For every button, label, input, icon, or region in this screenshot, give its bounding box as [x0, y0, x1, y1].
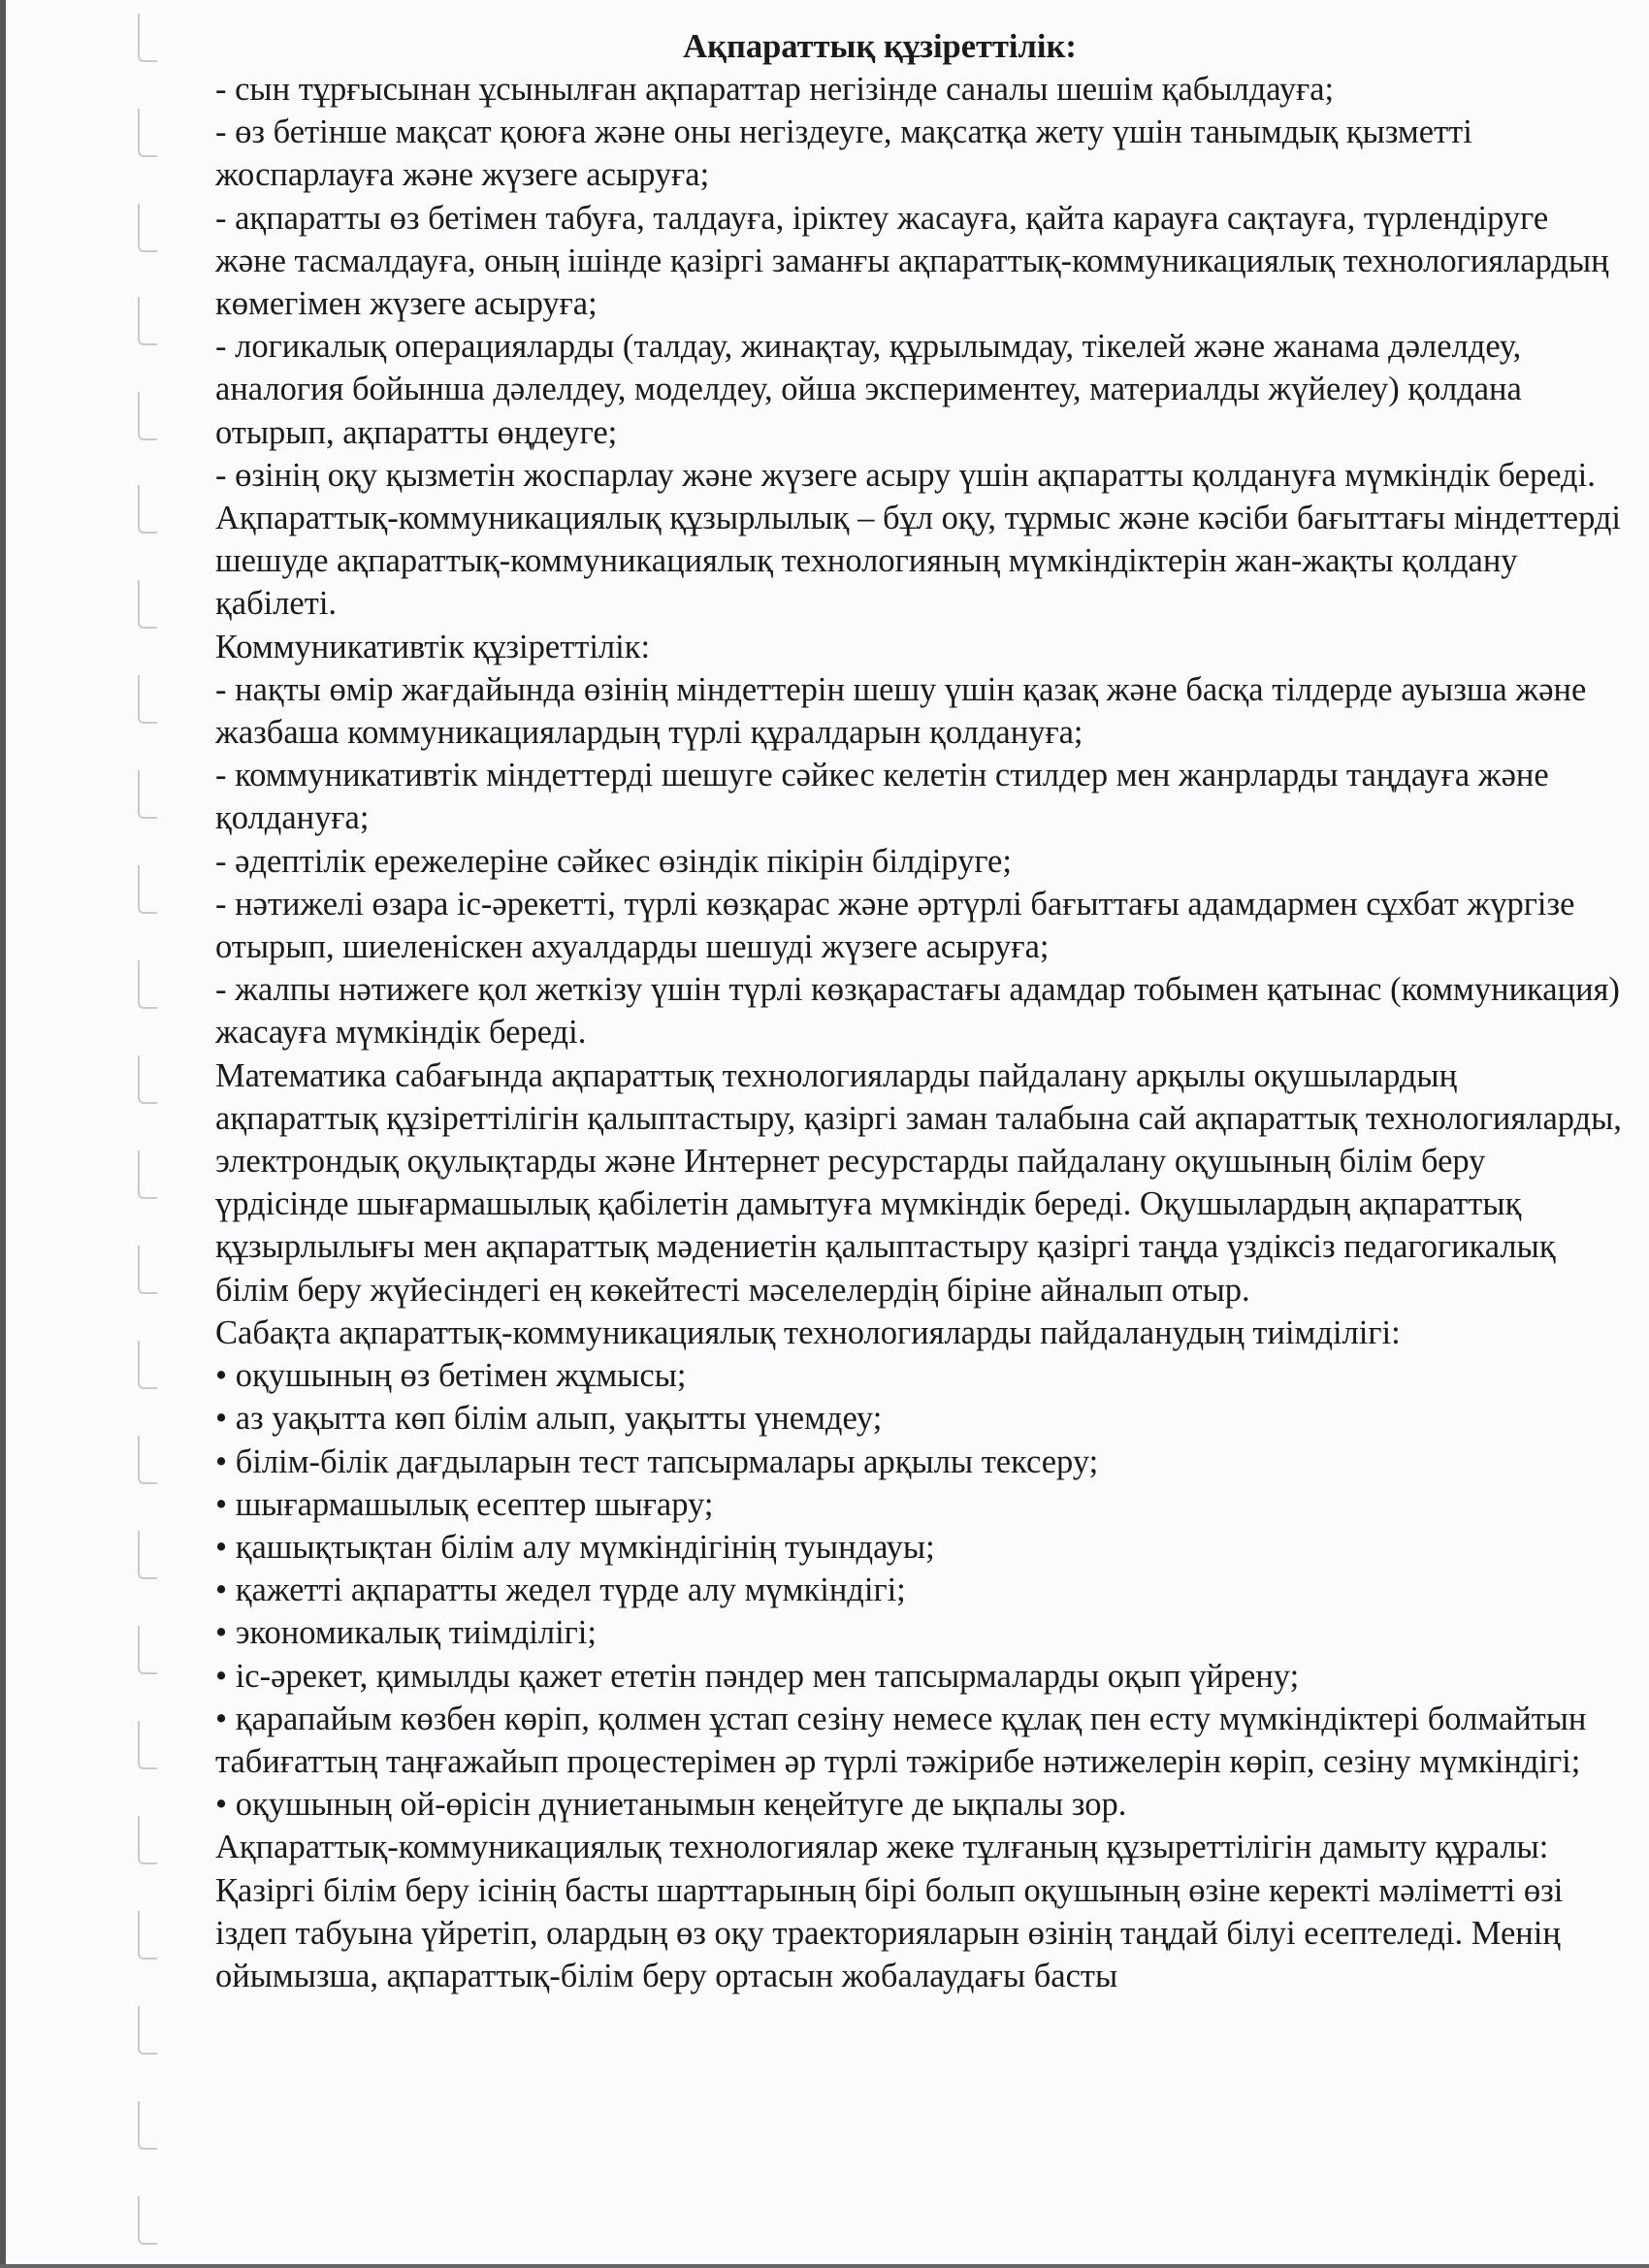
binder-hole-mark [138, 1721, 157, 1769]
binder-hole-mark [138, 109, 157, 157]
scan-left-edge [0, 0, 6, 2268]
document-title: Ақпараттық құзіреттілік: [683, 28, 1077, 65]
binder-hole-mark [138, 297, 157, 345]
binder-hole-mark [138, 1246, 157, 1294]
list-item: - нәтижелі өзара іс-әрекетті, түрлі көзқарас және әртүрлі бағыттағы адамдармен сұхбат жүргізе отырып, шиеленіскен ахуалдарды шешуді жүзеге асыруға; [215, 885, 1584, 966]
list-item: - өз бетінше мақсат қоюға және оны негіздеуге, мақсатқа жету үшін танымдық қызметті жоспарлауға және жүзеге асыруға; [215, 113, 1481, 194]
binder-hole-mark [138, 580, 157, 629]
list-item: - әдептілік ережелеріне сәйкес өзіндік пікірін білдіруге; [215, 842, 1012, 880]
binder-hole-mark [138, 1531, 157, 1579]
binder-hole-mark [138, 1626, 157, 1674]
binder-hole-mark [138, 1436, 157, 1484]
document-body [215, 68, 1629, 1997]
binder-hole-mark [138, 14, 157, 62]
list-item: • қарапайым көзбен көріп, қолмен ұстап сезіну немесе құлақ пен есту мүмкіндіктері болмайтын табиғаттың таңғажайып процестерімен әр түрлі тәжірибе нәтижелерін көріп, сезіну мүмкіндігі; [215, 1700, 1596, 1780]
binder-hole-mark [138, 485, 157, 534]
paragraph: Коммуникативтік құзіреттілік: [215, 628, 651, 665]
document-page [215, 25, 1629, 1997]
paragraph: Ақпараттық-коммуникациялық құзырлылық – бұл оқу, тұрмыс және кәсіби бағыттағы міндеттерді шешуде ақпараттық-коммуникациялық технологияның мүмкіндіктерін жан-жақты қолдану қабілеті. [215, 500, 1621, 623]
binder-hole-mark [138, 675, 157, 724]
paragraph: Қазіргі білім беру ісінің басты шарттарының бірі болып оқушының өзіне керекті мәліметті өзі іздеп табуына үйретіп, олардың өз оқу траекторияларын өзінің таңдай білуі есептеледі. Менің ойымызша, ақпараттық-білім беру ортасын жобалаудағы басты [215, 1871, 1564, 1994]
list-item: • оқушының өз бетімен жұмысы; [215, 1357, 687, 1395]
scan-bottom-edge [0, 2264, 1649, 2268]
binder-hole-mark [138, 770, 157, 819]
list-item: - логикалық операцияларды (талдау, жинақтау, құрылымдау, тікелей және жанама дәлелдеу, аналогия бойынша дәлелдеу, моделдеу, ойша экспериментеу, материалды жүйелеу) қолдана отырып, ақпаратты өңдеуге; [215, 328, 1531, 451]
list-item: - өзінің оқу қызметін жоспарлау және жүзеге асыру үшін ақпаратты қолдануға мүмкіндік береді. [215, 456, 1596, 494]
list-item: • шығармашылық есептер шығару; [215, 1485, 714, 1523]
list-item: - нақты өмір жағдайында өзінің міндеттерін шешу үшін қазақ және басқа тілдерде ауызша және жазбаша коммуникациялардың түрлі құралдарын қолдануға; [215, 670, 1595, 752]
list-item: - ақпаратты өз бетімен табуға, талдауға, іріктеу жасауға, қайта карауға сақтауға, түрлендіруге және тасмалдауға, оның ішінде қазіргі заманғы ақпараттық-коммуникациялық технологиялардың көмегімен жүзеге асыруға; [215, 199, 1618, 323]
list-item: • қашықтықтан білім алу мүмкіндігінің туындауы; [215, 1528, 935, 1566]
binder-hole-mark [138, 1816, 157, 1864]
list-item: • оқушының ой-өрісін дүниетанымын кеңейтуге де ықпалы зор. [215, 1786, 1127, 1824]
binder-hole-mark [138, 960, 157, 1009]
binder-hole-mark [138, 1911, 157, 1960]
binder-hole-mark [138, 2101, 157, 2150]
list-item: - коммуникативтік міндеттерді шешуге сәйкес келетін стилдер мен жанрларды таңдауға және қолдануға; [215, 757, 1558, 837]
binder-hole-mark [138, 392, 157, 440]
binder-hole-mark [138, 2196, 157, 2245]
binder-hole-mark [138, 865, 157, 914]
paragraph: Математика сабағында ақпараттық технологияларды пайдалану арқылы оқушылардың ақпараттық құзіреттілігін қалыптастыру, қазіргі заман талабына сай ақпараттық технологияларды, электрондық оқулықтарды және Интернет ресурстарды пайдалану оқушының білім беру үрдісінде шығармашылық қабілетін дамытуға мүмкіндік береді. Оқушылардың ақпараттық құзырлылығы мен ақпараттық мәдениетін қалыптастыру қазіргі таңда үздіксіз педагогикалық білім беру жүйесіндегі ең көкейтесті мәселелердің біріне айналып отыр. [215, 1056, 1622, 1309]
binder-hole-mark [138, 2006, 157, 2055]
list-item: • экономикалық тиімділігі; [215, 1614, 597, 1652]
list-item: - жалпы нәтижеге қол жеткізу үшін түрлі көзқарастағы адамдар тобымен қатынас (коммуникация) жасауға мүмкіндік береді. [215, 971, 1629, 1052]
list-item: • қажетті ақпаратты жедел түрде алу мүмкіндігі; [215, 1571, 906, 1609]
list-item: • білім-білік дағдыларын тест тапсырмалары арқылы тексеру; [215, 1442, 1099, 1480]
binder-hole-mark [138, 1055, 157, 1104]
list-item: - сын тұрғысынан ұсынылған ақпараттар негізінде саналы шешім қабылдауға; [215, 71, 1335, 108]
paragraph: Ақпараттық-коммуникациялық технологиялар жеке тұлғаның құзыреттілігін дамыту құралы: [215, 1829, 1549, 1866]
binder-hole-mark [138, 1341, 157, 1389]
binder-hole-mark [138, 204, 157, 252]
list-item: • іс-әрекет, қимылды қажет ететін пәндер мен тапсырмаларды оқып үйрену; [215, 1657, 1300, 1695]
paragraph: Сабақта ақпараттық-коммуникациялық технологияларды пайдаланудың тиімділігі: [215, 1313, 1401, 1351]
list-item: • аз уақытта көп білім алып, уақытты үнемдеу; [215, 1400, 883, 1438]
binder-hole-mark [138, 1150, 157, 1199]
